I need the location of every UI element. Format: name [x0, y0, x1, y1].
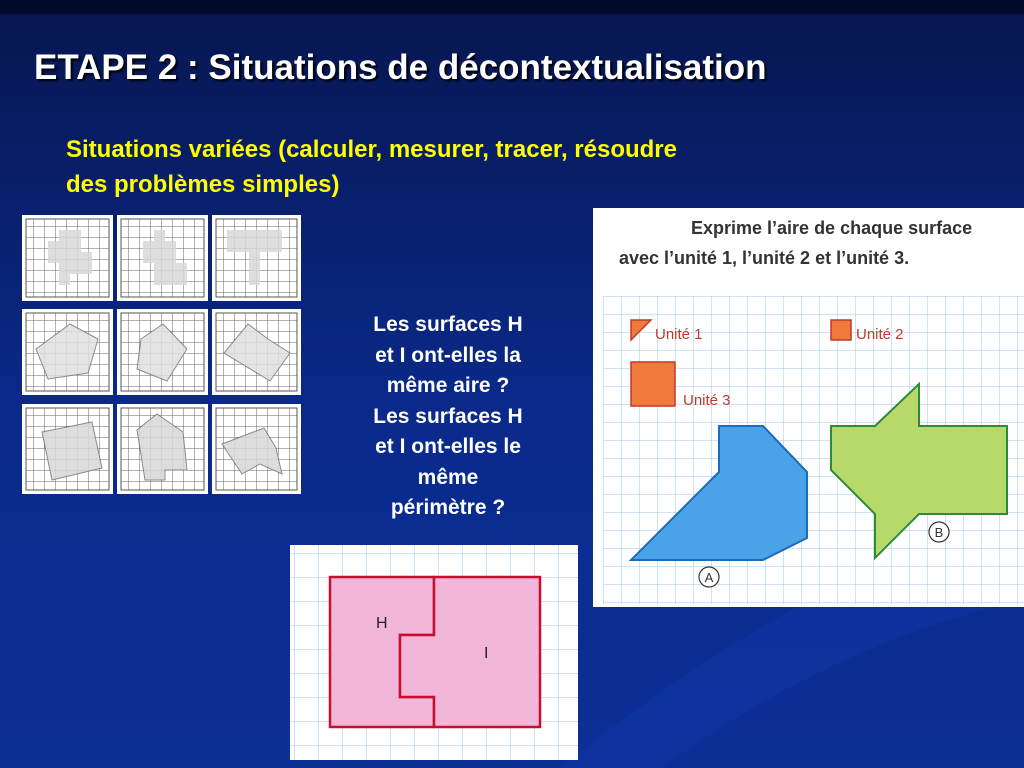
slide-subtitle	[66, 132, 966, 202]
thumbnail-pentagon-3	[212, 309, 301, 395]
instruction-line-1: Exprime l’aire de chaque surface	[691, 218, 973, 238]
shape-b-label: B	[934, 525, 944, 540]
unit-2-square	[831, 320, 851, 340]
unit-2-label: Unité 2	[856, 326, 904, 343]
subtitle-line-1: Situations variées (calculer, mesurer, tracer, résoudre	[66, 136, 677, 163]
shape-a-label: A	[704, 570, 714, 585]
unit-3-square	[631, 362, 675, 406]
unit-1-label: Unité 1	[655, 326, 703, 343]
question-text	[330, 310, 566, 524]
thumbnail-t-shape	[212, 215, 301, 301]
thumbnail-pentagon-4	[117, 404, 208, 494]
question-line: même aire ?	[386, 374, 510, 397]
instruction-line-2: avec l’unité 1, l’unité 2 et l’unité 3.	[619, 248, 910, 268]
subtitle-line-2: des problèmes simples)	[66, 171, 340, 198]
question-line: Les surfaces H	[373, 404, 523, 428]
thumbnail-pentagon-2	[117, 309, 208, 395]
thumbnail-cross-shape-1	[22, 215, 113, 301]
exercise-h-i-panel	[290, 545, 578, 760]
unit-3-label: Unité 3	[683, 392, 731, 409]
question-line: même	[417, 465, 479, 489]
question-line: et I ont-elles la	[375, 343, 521, 367]
thumbnail-square-rotated	[22, 404, 113, 494]
slide-title: ETAPE 2 : Situations de décontextualisation	[34, 48, 767, 87]
shape-i-label: I	[484, 645, 489, 662]
shape-h-label: H	[376, 615, 388, 632]
question-line: périmètre ?	[390, 496, 506, 519]
question-line: Les surfaces H	[373, 313, 523, 336]
exercise-area-panel	[593, 208, 1024, 607]
thumbnail-pentagon-5	[212, 404, 301, 494]
thumbnail-cross-shape-2	[117, 215, 208, 301]
question-line: et I ont-elles le	[375, 435, 521, 458]
thumbnail-pentagon-1	[22, 309, 113, 395]
